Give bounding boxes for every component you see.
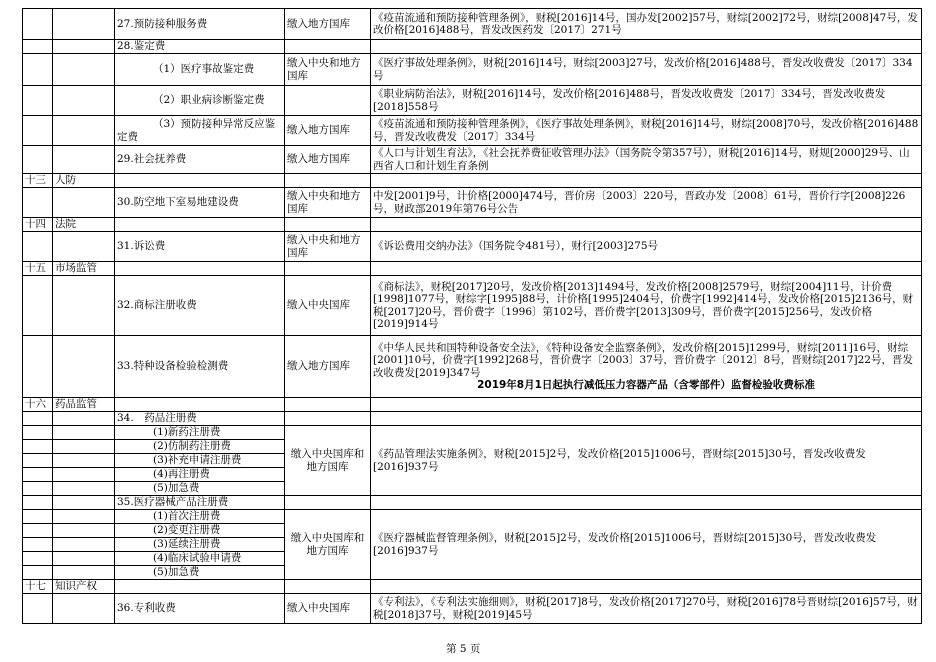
table-row	[23, 336, 922, 398]
fee-destination: 缴入地方国库	[285, 336, 371, 398]
fee-name: 27.预防接种服务费	[115, 9, 285, 40]
section-number: 十六	[23, 398, 53, 412]
fee-subitem: (1)首次注册费	[115, 510, 285, 524]
fee-destination: 缴入中央国库和地方国库	[285, 426, 371, 496]
fee-basis: 《中华人民共和国特种设备安全法》，《特种设备安全监察条例》，发改价格[2015]1299号，财综[2011]16号，财综[2001]10号，价费字[1992]268号，晋价费字〔2003〕37号，晋价费字〔2012〕8号，晋财综[2017]22号，晋发改收费发[2019]347号	[373, 341, 913, 379]
page-number: 第 5 页	[446, 643, 481, 655]
fee-name: （2）职业病诊断鉴定费	[115, 86, 285, 116]
section-number: 十七	[23, 580, 53, 594]
fee-destination: 缴入中央国库	[285, 276, 371, 336]
fee-subitem: (2)仿制药注册费	[115, 440, 285, 454]
fee-name: 30.防空地下室易地建设费	[115, 188, 285, 218]
fee-basis: 《商标法》，财税[2017]20号，发改价格[2013]1494号，发改价格[2008]2579号，财综[2004]11号，计价费[1998]1077号，财综字[1995]88号，计价格[1995]2404号，价费字[1992]414号，发改价格[2015]2136号，财税[2017]20号，晋价费字〔1996〕第102号，晋价费字[2013]309号，晋价费字[2015]256号，发改价格[2019]914号	[371, 276, 922, 336]
fee-subitem: (3)延续注册费	[115, 538, 285, 552]
table-row	[23, 9, 922, 40]
fee-destination: 缴入中央和地方国库	[285, 188, 371, 218]
table-row	[23, 496, 922, 510]
fee-name: 34. 药品注册费	[115, 412, 285, 426]
table-row	[23, 276, 922, 336]
fee-destination: 缴入地方国库	[285, 116, 371, 146]
fee-subitem: (4)临床试验申请费	[115, 552, 285, 566]
fee-destination: 缴入地方国库	[285, 9, 371, 40]
section-number: 十五	[23, 262, 53, 276]
section-label: 知识产权	[53, 580, 115, 594]
table-row	[23, 188, 922, 218]
fee-name: 36.专利收费	[115, 594, 285, 624]
fee-basis: 《人口与计划生育法》，《社会抚养费征收管理办法》（国务院令第357号），财税[2016]14号，财规[2000]29号、山西省人口和计划生育条例	[371, 146, 922, 174]
fee-destination: 缴入中央国库和地方国库	[285, 510, 371, 580]
table-row	[23, 510, 922, 524]
fee-subitem: (5)加急费	[115, 566, 285, 580]
section-row	[23, 580, 922, 594]
section-label: 药品监管	[53, 398, 115, 412]
section-row	[23, 262, 922, 276]
fee-destination: 缴入中央和地方国库	[285, 232, 371, 262]
table-row	[23, 594, 922, 624]
fee-name: 29.社会抚养费	[115, 146, 285, 174]
fee-name: 35.医疗器械产品注册费	[115, 496, 285, 510]
fee-subitem: (5)加急费	[115, 482, 285, 496]
fee-basis: 中发[2001]9号，计价格[2000]474号，晋价房〔2003〕220号，晋政办发〔2008〕61号，晋价行字[2008]226号，财政部2019年第76号公告	[371, 188, 922, 218]
fee-subitem: (3)补充申请注册费	[115, 454, 285, 468]
fee-name: （3）预防接种异常反应鉴定费	[115, 116, 285, 146]
table-row	[23, 232, 922, 262]
fee-name: （1）医疗事故鉴定费	[115, 54, 285, 86]
table-row	[23, 40, 922, 54]
section-label: 人防	[53, 174, 115, 188]
fee-basis: 《职业病防治法》，财税[2016]14号，发改价格[2016]488号，晋发改收费发〔2017〕334号，晋发改收费发[2018]558号	[371, 86, 922, 116]
fee-subitem: (4)再注册费	[115, 468, 285, 482]
table-row	[23, 426, 922, 440]
fee-note: 2019年8月1日起执行减低压力容器产品（含零部件）监督检验收费标准	[477, 379, 815, 391]
table-row	[23, 54, 922, 86]
section-label: 市场监管	[53, 262, 115, 276]
fee-basis: 《疫苗流通和预防接种管理条例》，财税[2016]14号，国办发[2002]57号，财综[2002]72号，财综[2008]47号，发改价格[2016]488号，晋发改医药发〔2017〕271号	[371, 9, 922, 40]
fee-destination: 缴入中央国库	[285, 594, 371, 624]
fee-basis: 《诉讼费用交纳办法》（国务院令481号），财行[2003]275号	[371, 232, 922, 262]
fee-subitem: (1)新药注册费	[115, 426, 285, 440]
section-number: 十四	[23, 218, 53, 232]
fee-basis: 《医疗事故处理条例》，财税[2016]14号，财综[2003]27号，发改价格[2016]488号，晋发改收费发〔2017〕334号	[371, 54, 922, 86]
fee-destination: 缴入中央和地方国库	[285, 54, 371, 86]
fee-basis: 《药品管理法实施条例》，财税[2015]2号，发改价格[2015]1006号，晋财综[2015]30号，晋发改收费发[2016]937号	[371, 426, 922, 496]
fee-basis: 《医疗器械监督管理条例》，财税[2015]2号，发改价格[2015]1006号，晋财综[2015]30号，晋发改收费发[2016]937号	[371, 510, 922, 580]
table-row	[23, 412, 922, 426]
table-row	[23, 86, 922, 116]
section-number: 十三	[23, 174, 53, 188]
fee-name: 28.鉴定费	[115, 40, 285, 54]
fee-name: 32.商标注册收费	[115, 276, 285, 336]
section-row	[23, 398, 922, 412]
fee-table	[22, 8, 922, 624]
fee-name: 33.特种设备检验检测费	[115, 336, 285, 398]
table-row	[23, 116, 922, 146]
section-row	[23, 218, 922, 232]
table-row	[23, 146, 922, 174]
fee-name: 31.诉讼费	[115, 232, 285, 262]
section-label: 法院	[53, 218, 115, 232]
fee-basis: 《专利法》，《专利法实施细则》，财税[2017]8号，发改价格[2017]270号，财税[2016]78号晋财综[2016]57号，财税[2018]37号，财税[2019]45号	[371, 594, 922, 624]
fee-subitem: (2)变更注册费	[115, 524, 285, 538]
section-row	[23, 174, 922, 188]
fee-basis: 《疫苗流通和预防接种管理条例》，《医疗事故处理条例》，财税[2016]14号，财综[2008]70号，发改价格[2016]488号，晋发改收费发〔2017〕334号	[371, 116, 922, 146]
fee-destination: 缴入地方国库	[285, 146, 371, 174]
